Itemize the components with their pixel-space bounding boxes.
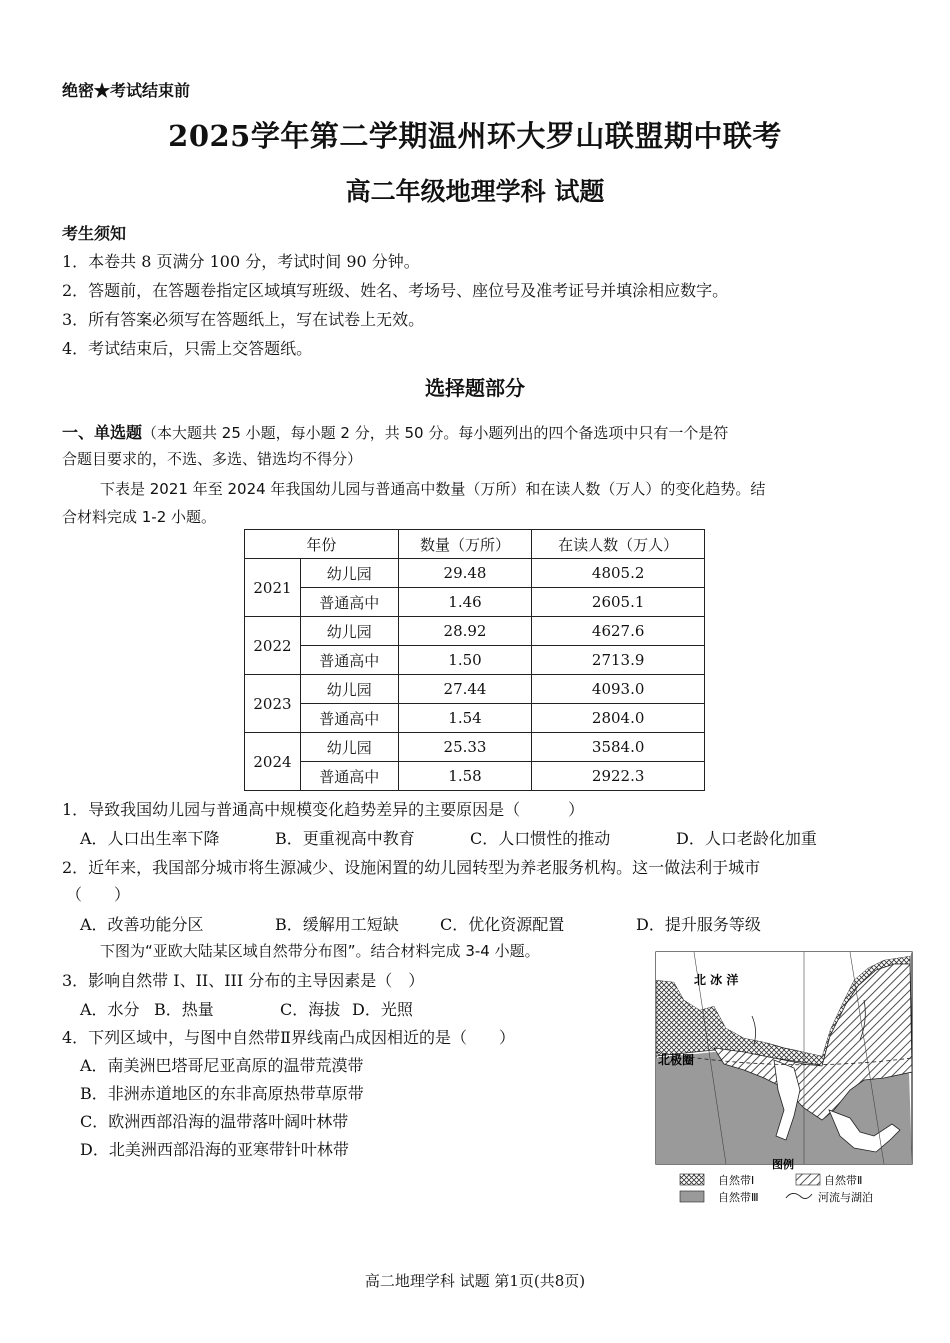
part1-label: 一、单选题: [62, 423, 143, 442]
legend-title: 图例: [772, 1158, 794, 1171]
notice-item: 3．所有答案必须写在答题纸上，写在试卷上无效。: [62, 310, 425, 329]
notice-item: 1．本卷共 8 页满分 100 分，考试时间 90 分钟。: [62, 252, 420, 271]
question-4-option-c: C．欧洲西部沿海的温带落叶阔叶林带: [80, 1112, 349, 1131]
header-count: 数量（万所）: [398, 530, 532, 559]
table-row: [245, 588, 705, 617]
question-4-option-a: A．南美洲巴塔哥尼亚高原的温带荒漠带: [80, 1056, 364, 1075]
legend-swatch-zone1: [680, 1174, 704, 1185]
count-cell: 1.50: [398, 646, 532, 675]
legend-swatch-zone2: [796, 1174, 820, 1185]
section-title: 选择题部分: [425, 376, 525, 400]
year-cell: 2024: [245, 733, 301, 791]
students-cell: 4805.2: [532, 559, 705, 588]
count-cell: 27.44: [398, 675, 532, 704]
table-row: [245, 617, 705, 646]
question-2-option-a: A．改善功能分区: [80, 915, 204, 934]
question-1-option-d: D．人口老龄化加重: [676, 829, 817, 848]
table-row: [245, 675, 705, 704]
notice-item: 2．答题前，在答题卷指定区域填写班级、姓名、考场号、座位号及准考证号并填涂相应数字。: [62, 281, 729, 300]
students-cell: 2713.9: [532, 646, 705, 675]
legend-swatch-zone3: [680, 1191, 704, 1202]
question-1-option-b: B．更重视高中教育: [275, 829, 415, 848]
table-row: [245, 646, 705, 675]
education-data-table: [244, 529, 705, 791]
question-4-option-d: D．北美洲西部沿海的亚寒带针叶林带: [80, 1140, 349, 1159]
question-4-stem: 4．下列区域中，与图中自然带Ⅱ界线南凸成因相近的是（ ）: [62, 1028, 516, 1047]
school-type-cell: 幼儿园: [300, 733, 398, 762]
school-type-cell: 普通高中: [300, 762, 398, 791]
table-row: [245, 559, 705, 588]
part1-desc-cont: 合题目要求的，不选、多选、错选均不得分）: [62, 450, 363, 468]
question-3-option-d: D．光照: [352, 1000, 413, 1019]
notice-item: 4．考试结束后，只需上交答题纸。: [62, 339, 313, 358]
students-cell: 2922.3: [532, 762, 705, 791]
school-type-cell: 幼儿园: [300, 559, 398, 588]
students-cell: 3584.0: [532, 733, 705, 762]
count-cell: 25.33: [398, 733, 532, 762]
table-row: [245, 733, 705, 762]
legend-label-river: 河流与湖泊: [818, 1191, 873, 1204]
question-4-option-b: B．非洲赤道地区的东非高原热带草原带: [80, 1084, 364, 1103]
question-2-stem: 2．近年来，我国部分城市将生源减少、设施闲置的幼儿园转型为养老服务机构。这一做法利于城市: [62, 858, 761, 877]
legend-label-zone1: 自然带Ⅰ: [718, 1174, 755, 1187]
school-type-cell: 普通高中: [300, 704, 398, 733]
students-cell: 2804.0: [532, 704, 705, 733]
school-type-cell: 幼儿园: [300, 675, 398, 704]
count-cell: 1.58: [398, 762, 532, 791]
question-3-option-c: C．海拔: [280, 1000, 341, 1019]
year-cell: 2023: [245, 675, 301, 733]
year-cell: 2022: [245, 617, 301, 675]
material1-text: 下表是 2021 年至 2024 年我国幼儿园与普通高中数量（万所）和在读人数（万人）的变化趋势。结: [100, 480, 766, 498]
students-cell: 4627.6: [532, 617, 705, 646]
table-row: [245, 762, 705, 791]
material2-text: 下图为“亚欧大陆某区域自然带分布图”。结合材料完成 3-4 小题。: [100, 942, 540, 960]
page-footer: 高二地理学科 试题 第1页(共8页): [364, 1272, 586, 1290]
question-2-option-b: B．缓解用工短缺: [275, 915, 399, 934]
question-1-stem: 1．导致我国幼儿园与普通高中规模变化趋势差异的主要原因是（ ）: [62, 800, 585, 819]
exam-subtitle: 高二年级地理学科 试题: [345, 177, 605, 206]
part1-desc: （本大题共 25 小题，每小题 2 分，共 50 分。每小题列出的四个备选项中只有一个是符: [142, 424, 729, 442]
notice-heading: 考生须知: [62, 224, 127, 243]
count-cell: 1.54: [398, 704, 532, 733]
school-type-cell: 普通高中: [300, 588, 398, 617]
natural-zone-map: [654, 940, 914, 1209]
arctic-circle-label: 北极圈: [658, 1053, 695, 1067]
school-type-cell: 幼儿园: [300, 617, 398, 646]
year-cell: 2021: [245, 559, 301, 617]
students-cell: 2605.1: [532, 588, 705, 617]
question-1-option-c: C．人口惯性的推动: [470, 829, 611, 848]
question-3-option-a: A．水分: [80, 1000, 140, 1019]
question-3-option-b: B．热量: [154, 1000, 214, 1019]
count-cell: 28.92: [398, 617, 532, 646]
question-2-stem-cont: （ ）: [66, 885, 131, 904]
part1-instructions: [62, 420, 728, 443]
legend-label-zone3: 自然带Ⅲ: [718, 1191, 759, 1204]
count-cell: 29.48: [398, 559, 532, 588]
question-1-option-a: A．人口出生率下降: [80, 829, 220, 848]
ocean-label: 北 冰 洋: [694, 973, 739, 987]
students-cell: 4093.0: [532, 675, 705, 704]
question-2-option-d: D．提升服务等级: [636, 915, 761, 934]
material1-text-cont: 合材料完成 1-2 小题。: [62, 508, 217, 526]
table-header-row: [245, 530, 705, 559]
question-2-option-c: C．优化资源配置: [440, 915, 565, 934]
count-cell: 1.46: [398, 588, 532, 617]
legend-label-zone2: 自然带Ⅱ: [824, 1174, 863, 1187]
confidential-mark: 绝密★考试结束前: [62, 81, 191, 100]
school-type-cell: 普通高中: [300, 646, 398, 675]
exam-title: 2025学年第二学期温州环大罗山联盟期中联考: [168, 119, 782, 153]
header-year: 年份: [245, 530, 399, 559]
table-row: [245, 704, 705, 733]
question-3-stem: 3．影响自然带 I、II、III 分布的主导因素是（ ）: [62, 971, 425, 990]
header-students: 在读人数（万人）: [532, 530, 705, 559]
